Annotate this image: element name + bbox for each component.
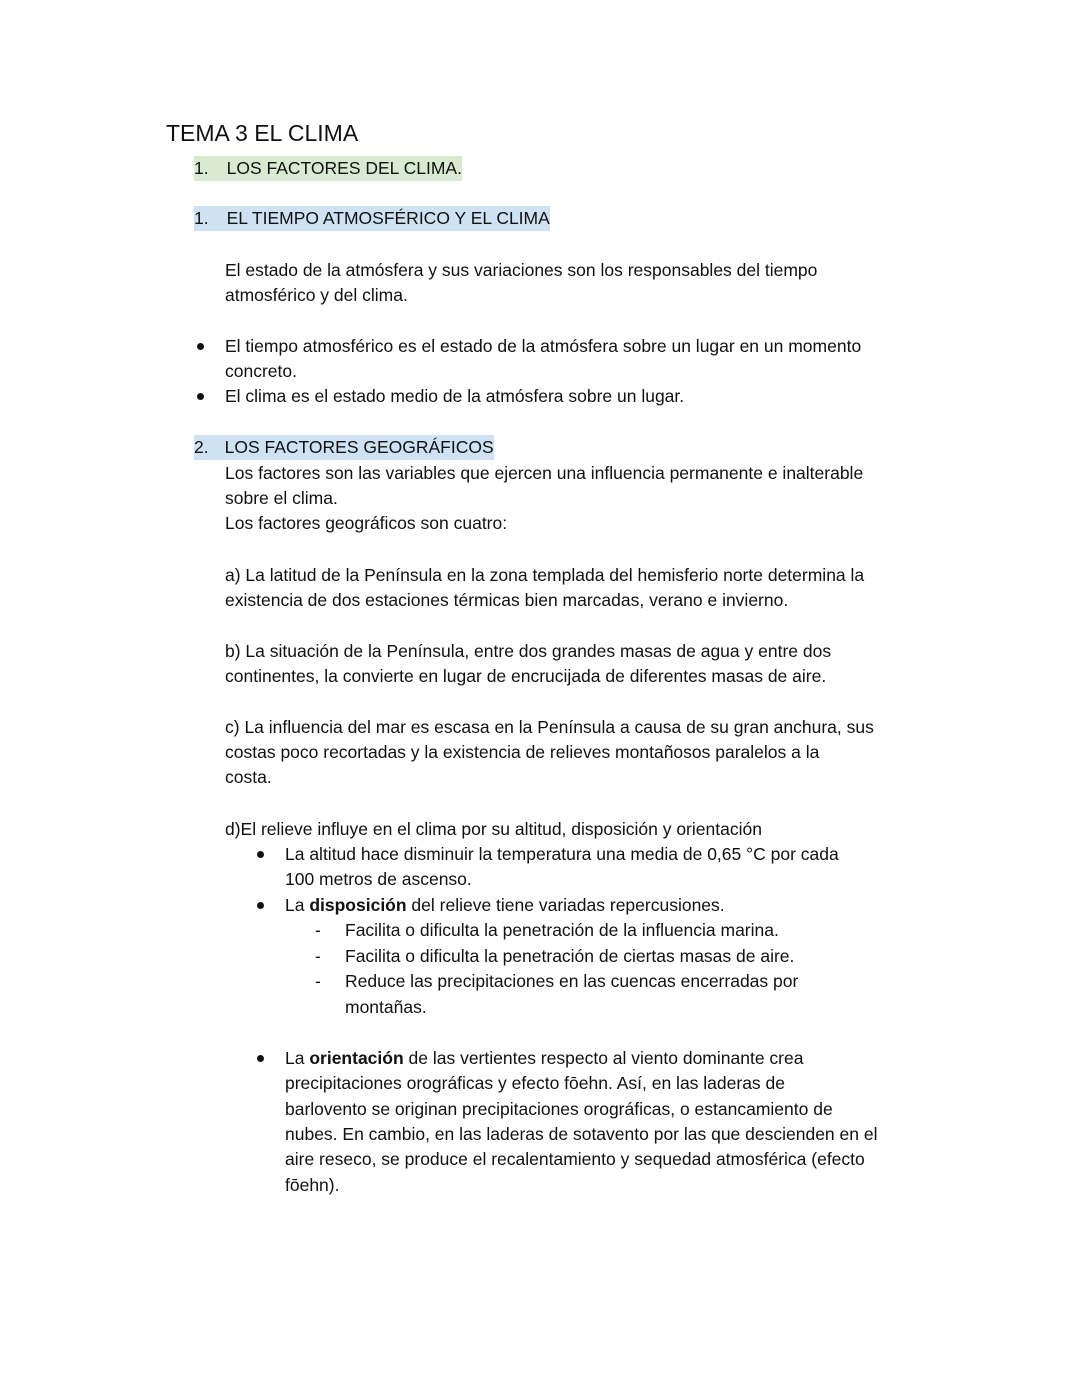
dash-item: Reduce las precipitaciones en las cuencas encerradas por xyxy=(345,971,799,991)
factor-d-intro: d)El relieve influye en el clima por su altitud, disposición y orientación xyxy=(225,819,762,839)
orientation-line: fōehn). xyxy=(285,1175,340,1195)
page-title: TEMA 3 EL CLIMA xyxy=(166,120,359,146)
subsection-label: EL TIEMPO ATMOSFÉRICO Y EL CLIMA xyxy=(226,208,550,228)
paragraph-line: El estado de la atmósfera y sus variaciones son los responsables del tiempo xyxy=(225,260,818,280)
subsection-heading-1 xyxy=(194,206,550,231)
dash-marker: - xyxy=(315,946,321,966)
altitude-line: 100 metros de ascenso. xyxy=(285,869,472,889)
subsection-number: 2. xyxy=(194,437,209,457)
factor-b-line: continentes, la convierte en lugar de encrucijada de diferentes masas de aire. xyxy=(225,666,827,686)
bold-term: orientación xyxy=(309,1048,404,1068)
dash-marker: - xyxy=(315,920,321,940)
bullet-text: El clima es el estado medio de la atmósfera sobre un lugar. xyxy=(225,386,685,406)
bullet-icon xyxy=(257,1055,264,1062)
factor-a-line: existencia de dos estaciones térmicas bien marcadas, verano e invierno. xyxy=(225,590,789,610)
disposition-line xyxy=(285,893,725,918)
section-heading-1 xyxy=(194,156,462,181)
orientation-line: aire reseco, se produce el recalentamiento y sequedad atmosférica (efecto xyxy=(285,1149,865,1169)
dash-item: Facilita o dificulta la penetración de la influencia marina. xyxy=(345,920,779,940)
orientation-line: precipitaciones orográficas y efecto fōehn. Así, en las laderas de xyxy=(285,1073,786,1093)
paragraph-line: atmosférico y del clima. xyxy=(225,285,408,305)
dash-item: montañas. xyxy=(345,997,427,1017)
text-run: del relieve tiene variadas repercusiones. xyxy=(406,895,725,915)
subsection-heading-2 xyxy=(194,435,494,460)
text-run: de las vertientes respecto al viento dominante crea xyxy=(403,1048,804,1068)
dash-marker: - xyxy=(315,971,321,991)
bullet-text: concreto. xyxy=(225,361,297,381)
factor-c-line: costa. xyxy=(225,767,272,787)
bullet-icon xyxy=(197,343,204,350)
section-number: 1. xyxy=(194,158,209,178)
text-run: La xyxy=(285,1048,310,1068)
paragraph-line: Los factores son las variables que ejercen una influencia permanente e inalterable xyxy=(225,463,864,483)
bullet-icon xyxy=(197,393,204,400)
factor-c-line: c) La influencia del mar es escasa en la Península a causa de su gran anchura, sus xyxy=(225,717,874,737)
factor-a-line: a) La latitud de la Península en la zona templada del hemisferio norte determina la xyxy=(225,565,865,585)
section-label: LOS FACTORES DEL CLIMA. xyxy=(226,158,462,178)
bullet-icon xyxy=(257,902,264,909)
subsection-number: 1. xyxy=(194,208,209,228)
factor-c-line: costas poco recortadas y la existencia de relieves montañosos paralelos a la xyxy=(225,742,820,762)
paragraph-line: sobre el clima. xyxy=(225,488,338,508)
dash-item: Facilita o dificulta la penetración de ciertas masas de aire. xyxy=(345,946,795,966)
bullet-icon xyxy=(257,851,264,858)
orientation-line: nubes. En cambio, en las laderas de sotavento por las que descienden en el xyxy=(285,1124,878,1144)
altitude-line: La altitud hace disminuir la temperatura una media de 0,65 °C por cada xyxy=(285,844,839,864)
bullet-text: El tiempo atmosférico es el estado de la atmósfera sobre un lugar en un momento xyxy=(225,336,862,356)
orientation-line: barlovento se originan precipitaciones orográficas, o estancamiento de xyxy=(285,1099,833,1119)
paragraph-line: Los factores geográficos son cuatro: xyxy=(225,513,508,533)
bold-term: disposición xyxy=(309,895,407,915)
factor-b-line: b) La situación de la Península, entre dos grandes masas de agua y entre dos xyxy=(225,641,832,661)
orientation-line xyxy=(285,1046,803,1071)
subsection-label: LOS FACTORES GEOGRÁFICOS xyxy=(224,437,494,457)
text-run: La xyxy=(285,895,310,915)
